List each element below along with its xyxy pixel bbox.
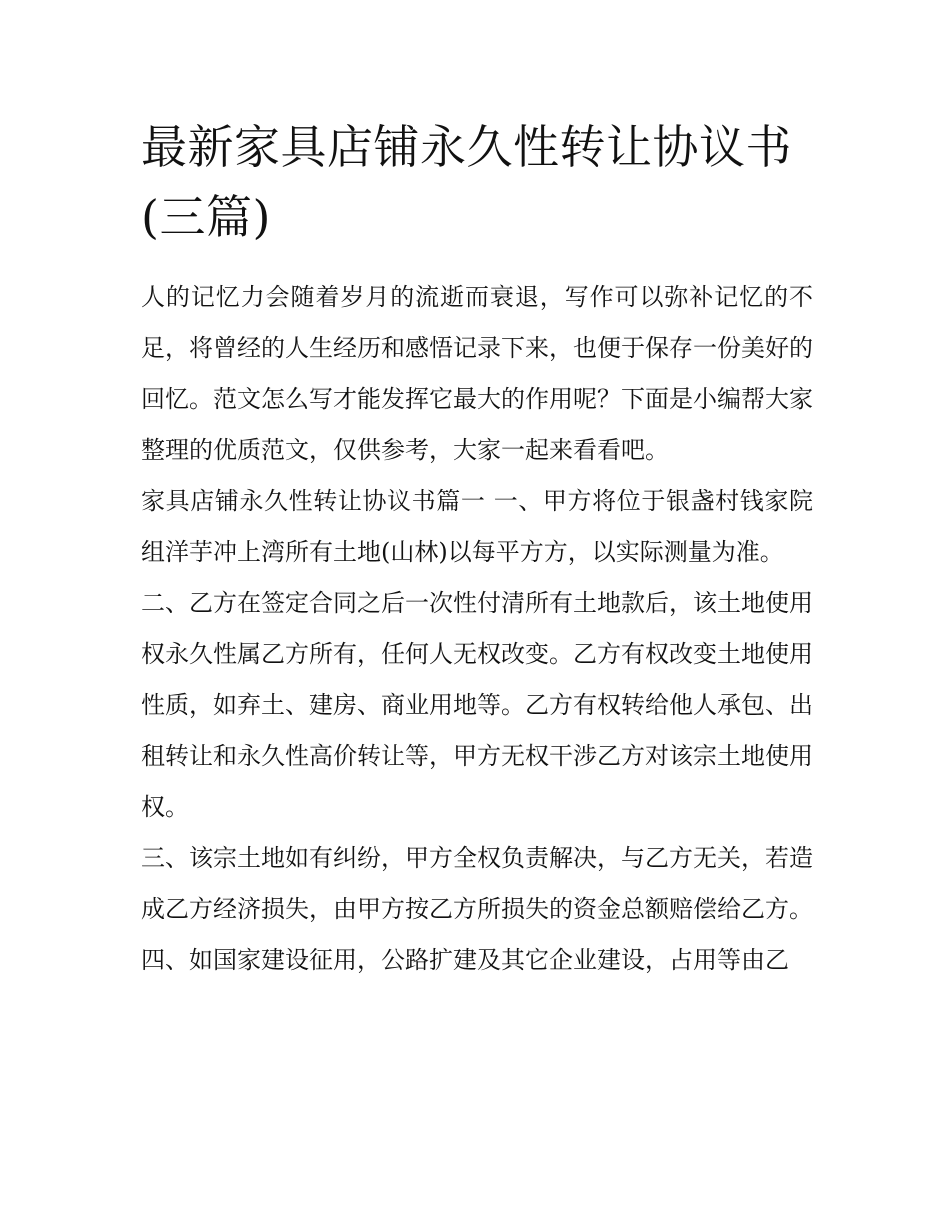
paragraph-clause-3: 三、该宗土地如有纠纷，甲方全权负责解决，与乙方无关，若造成乙方经济损失，由甲方按乙方所损失的资金总额赔偿给乙方。 <box>141 844 813 923</box>
paragraph-intro: 人的记忆力会随着岁月的流逝而衰退，写作可以弥补记忆的不足，将曾经的人生经历和感悟记录下来，也便于保存一份美好的回忆。范文怎么写才能发挥它最大的作用呢？下面是小编帮大家整理的优质范文，仅供参考，大家一起来看看吧。 <box>141 283 813 464</box>
document-body <box>141 112 813 986</box>
document-title: 最新家具店铺永久性转让协议书(三篇) <box>141 120 792 244</box>
paragraph-clause-2: 二、乙方在签定合同之后一次性付清所有土地款后，该土地使用权永久性属乙方所有，任何人无权改变。乙方有权改变土地使用性质，如弃土、建房、商业用地等。乙方有权转给他人承包、出租转让和永久性高价转让等，甲方无权干涉乙方对该宗土地使用权。 <box>141 589 813 821</box>
paragraph-clause-1: 家具店铺永久性转让协议书篇一 一、甲方将位于银盏村钱家院组洋芋冲上湾所有土地(山林)以每平方方，以实际测量为准。 <box>141 487 813 566</box>
paragraph-clause-4: 四、如国家建设征用，公路扩建及其它企业建设，占用等由乙 <box>141 946 789 974</box>
